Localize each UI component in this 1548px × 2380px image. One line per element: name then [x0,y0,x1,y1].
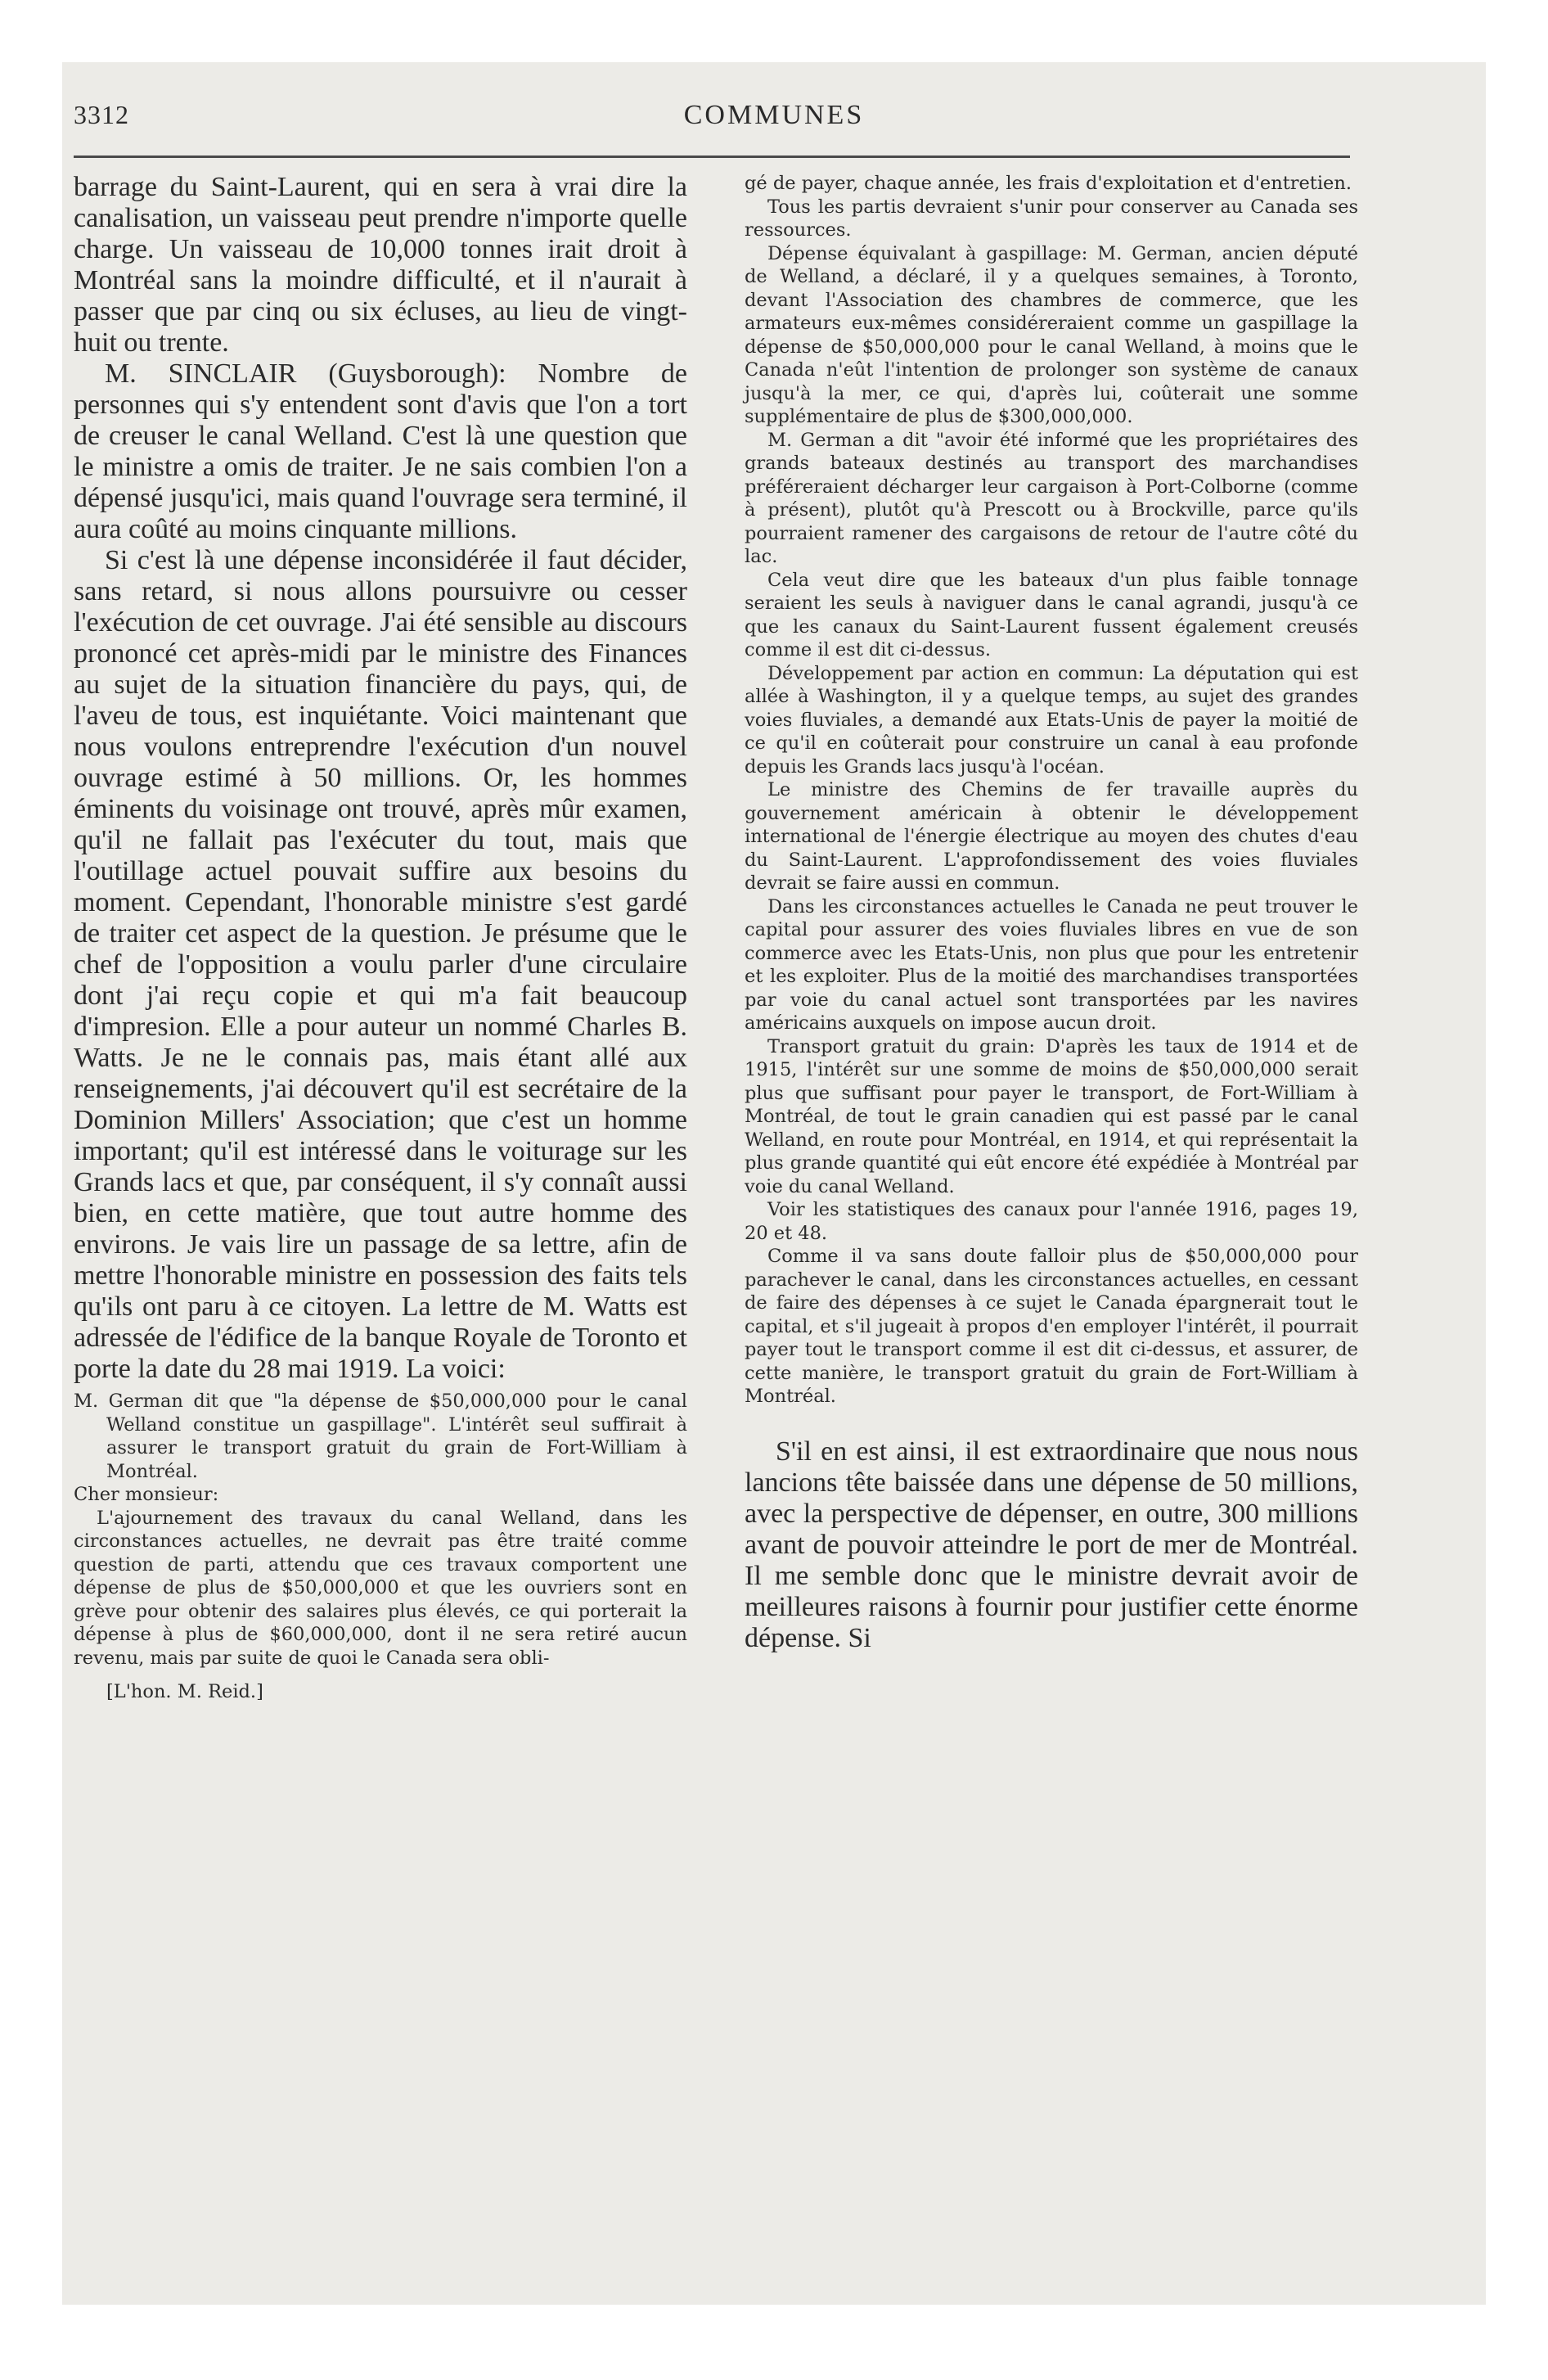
letter-salutation: Cher monsieur: [74,1484,219,1505]
right-column [745,172,1358,1654]
paragraph: Cela veut dire que les bateaux d'un plus faible tonnage seraient les seuls à naviguer dans le canal agrandi, jusqu'à ce que les canaux du Saint-Laurent fussent également creusés comme il est dit ci-dessus. [745,569,1358,660]
speaker-attribution: [L'hon. M. Reid.] [106,1681,263,1702]
left-column [74,172,687,1702]
paragraph: barrage du Saint-Laurent, qui en sera à vrai dire la canalisation, un vaisseau peut prendre n'importe quelle charge. Un vaisseau de 10,000 tonnes irait droit à Montréal sans la moindre difficulté, et il n'aurait à passer que par cinq ou six écluses, au lieu de vingt-huit ou trente. [74,172,687,358]
paragraph: Si c'est là une dépense inconsidérée il faut décider, sans retard, si nous allons poursuivre ou cesser l'exécution de cet ouvrage. J'ai été sensible au discours prononcé cet après-midi par le ministre des Finances au sujet de la situation financière du pays, qui, de l'aveu de tous, est inquiétante. Voici maintenant que nous voulons entreprendre l'exécution d'un nouvel ouvrage estimé à 50 millions. Or, les hommes éminents du voisinage ont trouvé, après mûr examen, qu'il ne fallait pas l'exécuter du tout, mais que l'outillage actuel pouvait suffire aux besoins du moment. Cependant, l'honorable ministre s'est gardé de traiter cet aspect de la question. Je présume que le chef de l'opposition a voulu parler d'une circulaire dont j'ai reçu copie et qui m'a fait beaucoup d'impresion. Elle a pour auteur un nommé Charles B. Watts. Je ne le connais pas, mais étant allé aux renseignements, j'ai découvert qu'il est secrétaire de la Dominion Millers' Association; que c'est un homme important; qu'il est intéressé dans le voiturage sur les Grands lacs et que, par conséquent, il s'y connaît aussi bien, en cette matière, que tout autre homme des environs. Je vais lire un passage de sa lettre, afin de mettre l'honorable ministre en possession des faits tels qu'ils ont paru à ce citoyen. La lettre de M. Watts est adressée de l'édifice de la banque Royale de Toronto et porte la date du 28 mai 1919. La voici: [74,545,687,1384]
page-number: 3312 [74,100,129,129]
paragraph: M. German a dit "avoir été informé que les propriétaires des grands bateaux destinés au transport des marchandises préféreraient décharger leur cargaison à Port-Colborne (comme à présent), plutôt qu'à Prescott ou à Brockville, parce qu'ils pourraient ramener des cargaisons de retour de l'autre côté du lac. [745,429,1358,567]
header-rule [74,156,1350,158]
quoted-letter [74,1390,687,1670]
left-main-text [74,172,687,1385]
paragraph: M. SINCLAIR (Guysborough): Nombre de personnes qui s'y entendent sont d'avis que l'on a tort de creuser le canal Welland. C'est là une question que le ministre a omis de traiter. Je ne sais combien l'on a dépensé jusqu'ici, mais quand l'ouvrage sera terminé, il aura coûté au moins cinquante millions. [74,358,687,544]
right-quoted-text [745,172,1358,1409]
letter-body: L'ajournement des travaux du canal Welland, dans les circonstances actuelles, ne devrait pas être traité comme question de parti, attendu que ces travaux comportent une dépense de plus de $50,000,000 et que les ouvriers sont en grève pour obtenir des salaires plus élevés, ce qui porterait la dépense à plus de $60,000,000, dont il ne sera retiré aucun revenu, mais par suite de quoi le Canada sera obli- [74,1507,687,1669]
paragraph: gé de payer, chaque année, les frais d'exploitation et d'entretien. [745,173,1352,194]
paragraph: Voir les statistiques des canaux pour l'année 1916, pages 19, 20 et 48. [745,1199,1358,1244]
running-head: COMMUNES [683,100,865,130]
paragraph: Dépense équivalant à gaspillage: M. German, ancien député de Welland, a déclaré, il y a quelques semaines, à Toronto, devant l'Association des chambres de commerce, que les armateurs eux-mêmes considéreraient comme un gaspillage la dépense de $50,000,000 pour le canal Welland, à moins que le Canada n'eût l'intention de prolonger son système de canaux jusqu'à la mer, ce qui, d'après lui, coûterait une somme supplémentaire de plus de $300,000,000. [745,242,1358,427]
paragraph: Le ministre des Chemins de fer travaille auprès du gouvernement américain à obtenir le développement international de l'énergie électrique au moyen des chutes d'eau du Saint-Laurent. L'approfondissement des voies fluviales devrait se faire aussi en commun. [745,779,1358,894]
right-main-text [745,1436,1358,1654]
quote-intro: M. German dit que "la dépense de $50,000,000 pour le canal Welland constitue un gaspillage". L'intérêt seul suffirait à assurer le transport gratuit du grain de Fort-William à Montréal. [74,1391,687,1482]
paragraph: Transport gratuit du grain: D'après les taux de 1914 et de 1915, l'intérêt sur une somme de moins de $50,000,000 serait plus que suffisant pour payer le transport, de Fort-William à Montréal, de tout le grain canadien qui est passé par le canal Welland, en route pour Montréal, en 1914, et qui représentait la plus grande quantité qui eût encore été expédiée à Montréal par voie du canal Welland. [745,1035,1358,1197]
paragraph: Comme il va sans doute falloir plus de $50,000,000 pour parachever le canal, dans les circonstances actuelles, en cessant de faire des dépenses à ce sujet le Canada épargnerait tout le capital, et s'il jugeait à propos d'en employer l'intérêt, il pourrait payer tout le transport comme il est dit ci-dessus, et assurer, de cette manière, le transport gratuit du grain de Fort-William à Montréal. [745,1246,1358,1407]
paragraph: Tous les partis devraient s'unir pour conserver au Canada ses ressources. [745,196,1358,241]
paragraph: Dans les circonstances actuelles le Canada ne peut trouver le capital pour assurer des voies fluviales libres en vue de son commerce avec les Etats-Unis, non plus que pour les entretenir et les exploiter. Plus de la moitié des marchandises transportées par voie du canal actuel sont transportées par les navires américains auxquels on impose aucun droit. [745,895,1358,1034]
paragraph: Développement par action en commun: La députation qui est allée à Washington, il y a quelque temps, au sujet des grandes voies fluviales, a demandé aux Etats-Unis de payer la moitié de ce qu'il en coûterait pour construire un canal à eau profonde depuis les Grands lacs jusqu'à l'océan. [745,662,1358,778]
paragraph: S'il en est ainsi, il est extraordinaire que nous nous lancions tête baissée dans une dépense de 50 millions, avec la perspective de dépenser, en outre, 300 millions avant de pouvoir atteindre le port de mer de Montréal. Il me semble donc que le ministre devrait avoir de meilleures raisons à fournir pour justifier cette énorme dépense. Si [745,1436,1358,1653]
